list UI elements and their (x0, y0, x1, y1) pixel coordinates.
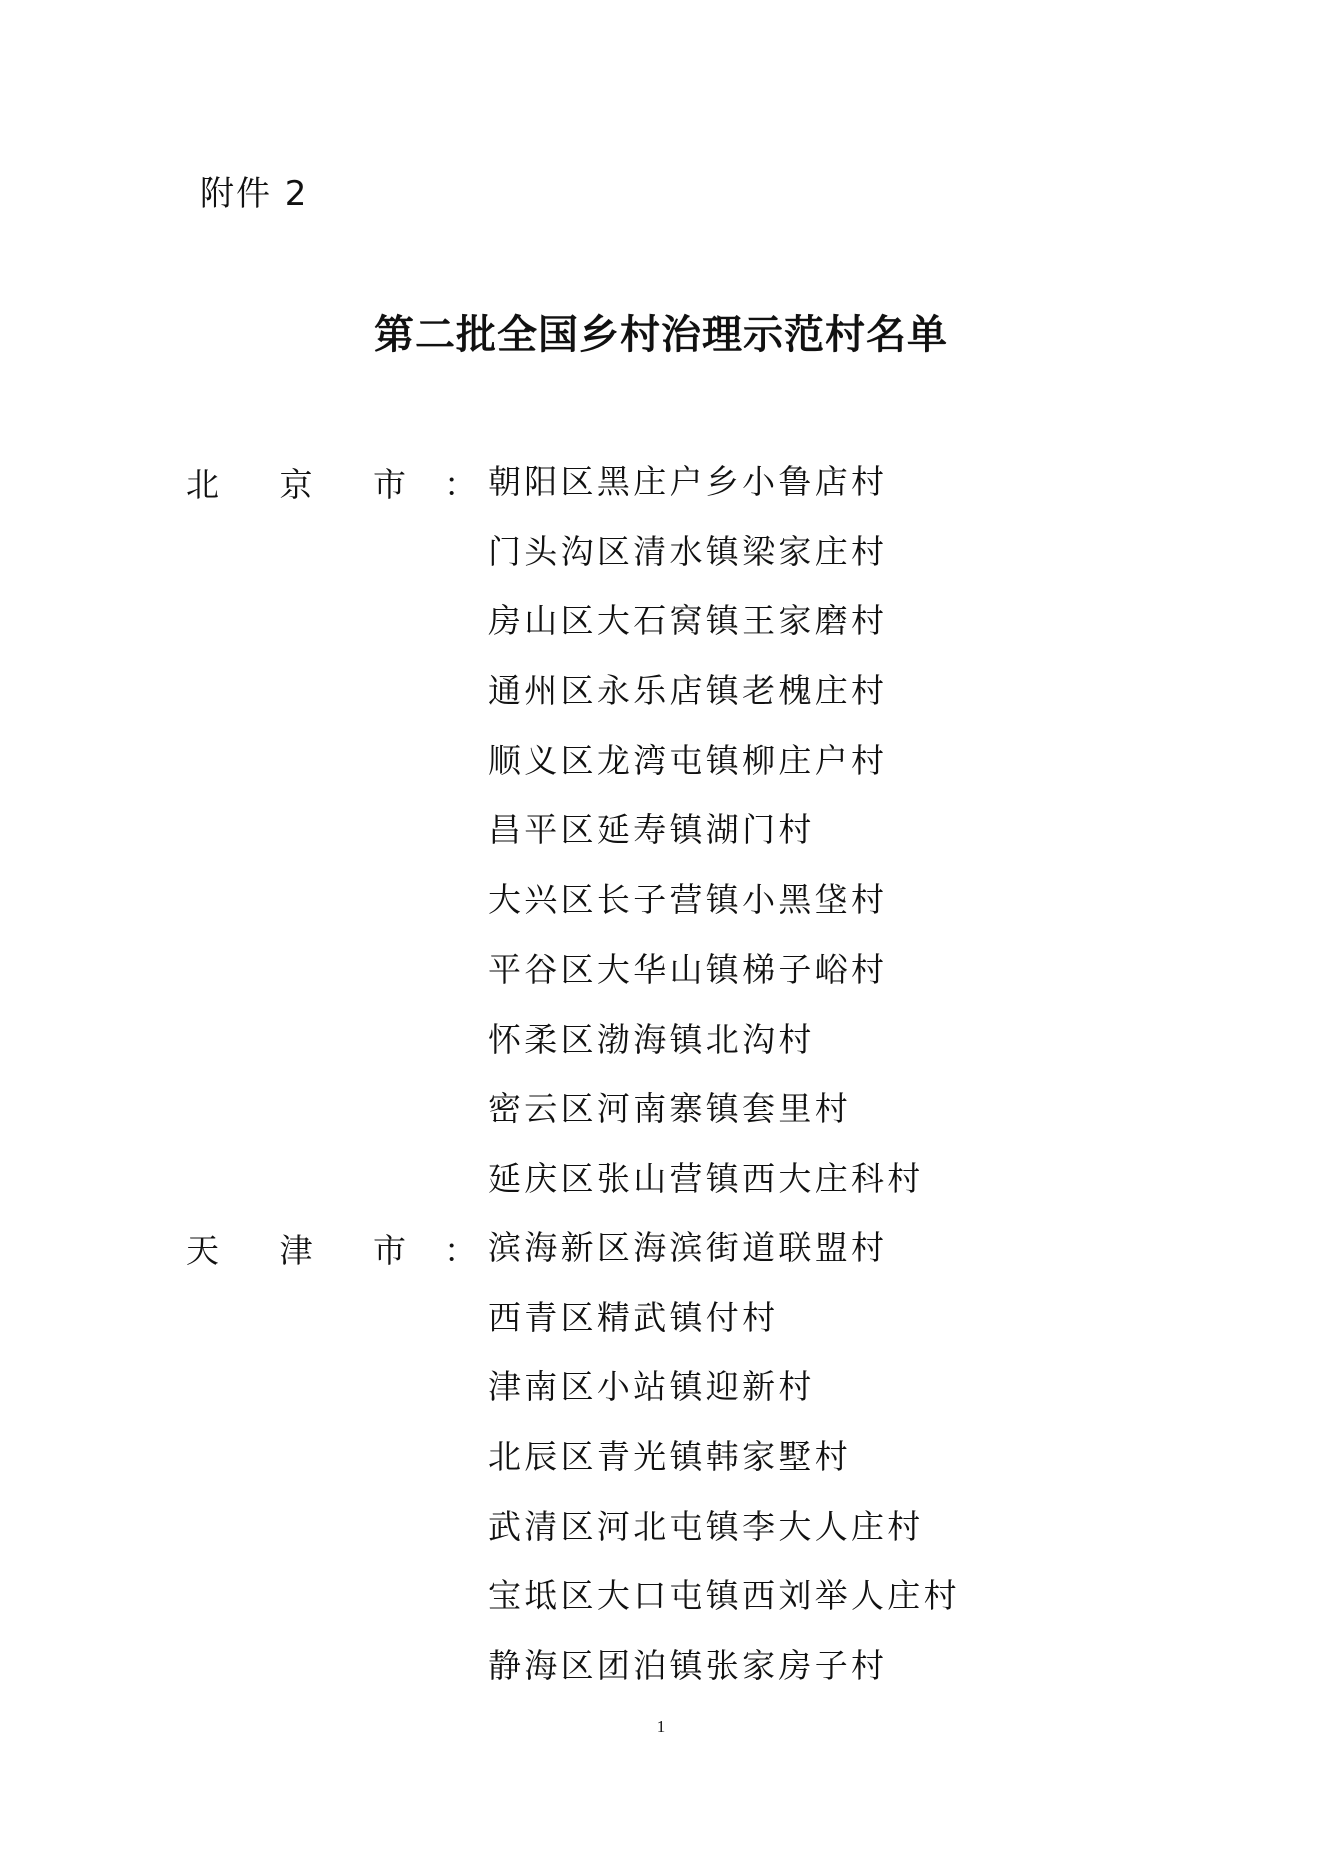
region-name-char: 北 (186, 464, 219, 504)
village-item: 武清区河北屯镇李大人庄村 (488, 1506, 924, 1546)
region-label (186, 1213, 477, 1283)
region-name-char: 市 (373, 464, 406, 504)
village-item: 津南区小站镇迎新村 (488, 1367, 815, 1407)
region-name-char: 京 (279, 464, 313, 504)
village-item: 密云区河南寨镇套里村 (488, 1089, 851, 1129)
region-colon: ： (444, 1230, 477, 1270)
village-item: 房山区大石窝镇王家磨村 (488, 601, 888, 641)
region-name-char: 市 (373, 1230, 406, 1270)
village-item: 平谷区大华山镇梯子峪村 (488, 949, 888, 989)
village-item: 顺义区龙湾屯镇柳庄户村 (488, 740, 888, 780)
page-number: 1 (656, 1717, 666, 1736)
village-item: 滨海新区海滨街道联盟村 (488, 1228, 888, 1267)
region-name (186, 459, 406, 506)
region-name-char: 天 (186, 1230, 219, 1270)
attachment-label: 附件 2 (200, 174, 309, 214)
village-item: 宝坻区大口屯镇西刘举人庄村 (488, 1576, 960, 1616)
village-item: 昌平区延寿镇湖门村 (488, 810, 815, 850)
village-item: 怀柔区渤海镇北沟村 (488, 1019, 815, 1059)
village-item: 大兴区长子营镇小黑垡村 (488, 880, 888, 920)
village-item: 北辰区青光镇韩家墅村 (488, 1437, 851, 1477)
village-list (488, 447, 924, 1214)
village-item: 通州区永乐店镇老槐庄村 (488, 671, 888, 711)
village-item: 朝阳区黑庄户乡小鲁店村 (488, 462, 888, 501)
document-title: 第二批全国乡村治理示范村名单 (374, 312, 948, 358)
region-label (186, 447, 477, 517)
region-name (186, 1225, 406, 1272)
village-list (488, 1213, 960, 1701)
village-item: 门头沟区清水镇梁家庄村 (488, 531, 888, 571)
village-item: 延庆区张山营镇西大庄科村 (488, 1158, 924, 1198)
region-name-char: 津 (279, 1230, 313, 1270)
village-item: 静海区团泊镇张家房子村 (488, 1646, 888, 1686)
region-colon: ： (444, 464, 477, 504)
village-item: 西青区精武镇付村 (488, 1297, 779, 1337)
